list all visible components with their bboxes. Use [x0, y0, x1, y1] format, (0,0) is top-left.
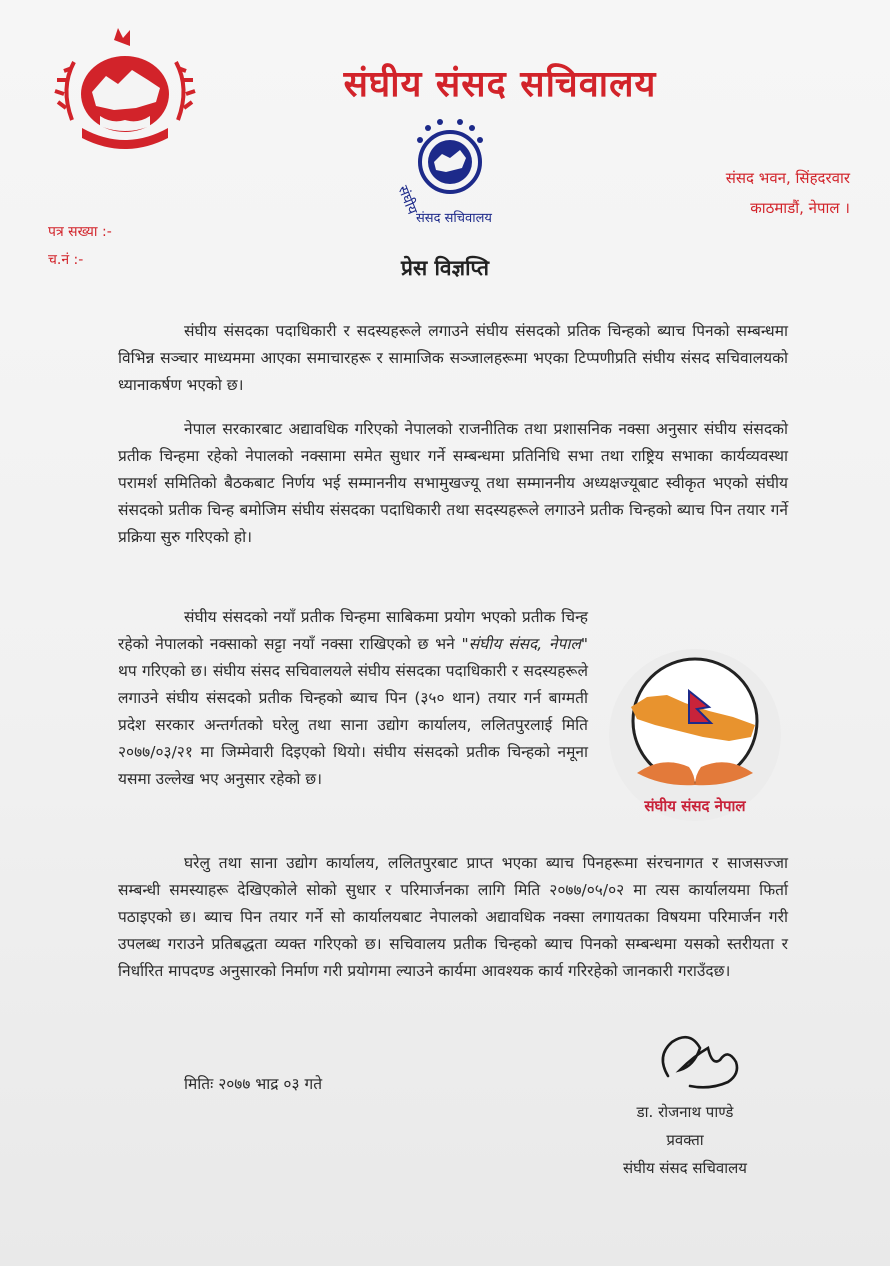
- reference-fields: [48, 218, 112, 274]
- badge-caption: संघीय संसद नेपाल: [644, 797, 746, 815]
- paragraph-3-quote: "संघीय संसद, नेपाल": [461, 635, 588, 653]
- paragraph-4: घरेलु तथा साना उद्योग कार्यालय, ललितपुरबाट प्राप्त भएका ब्याच पिनहरूमा संरचनागत र साजसज्जा सम्बन्धी समस्याहरू देखिएकोले सोको सुधार र परिमार्जनका लागि मिति २०७७/०५/०२ मा त्यस कार्यालयमा फिर्ता पठाइएको छ। ब्याच पिन तयार गर्ने सो कार्यालयबाट नेपालको अद्यावधिक नक्सा लगायतका विषयमा परिमार्जन गरी उपलब्ध गराउने प्रतिबद्धता व्यक्त गरिएको छ। सचिवालय प्रतीक चिन्हको ब्याच पिनको सम्बन्धमा यसको स्तरीयता र निर्धारित मापदण्ड अनुसारको निर्माण गरी प्रयोगमा ल्याउने कार्यमा आवश्यक कार्य गरिरहेको जानकारी गराउँदछ।: [118, 854, 788, 980]
- secretariat-seal-icon: [376, 118, 524, 230]
- dispatch-number-label: च.नं :-: [48, 252, 84, 268]
- seal-text-left: संघीय: [394, 183, 421, 217]
- office-title: संघीय संसद सचिवालय: [343, 64, 657, 105]
- paragraph-2: नेपाल सरकारबाट अद्यावधिक गरिएको नेपालको राजनीतिक तथा प्रशासनिक नक्सा अनुसार संघीय संसदको प्रतीक चिन्हमा रहेको नेपालको नक्सामा समेत सुधार गर्ने सम्बन्धमा प्रतिनिधि सभा तथा राष्ट्रिय सभाका कार्यव्यवस्था परामर्श समितिको बैठकबाट निर्णय भई सम्माननीय सभामुखज्यू तथा सम्माननीय अध्यक्षज्यूबाट स्वीकृत भएको संघीय संसदको प्रतीक चिन्ह बमोजिम संघीय संसदका पदाधिकारी तथा सदस्यहरूले लगाउने प्रतीक चिन्हको ब्याच पिन तयार गर्ने प्रक्रिया सुरु गरिएको हो।: [118, 420, 788, 546]
- seal-text-bottom: संसद सचिवालय: [416, 211, 492, 226]
- address-line-2: काठमाडौं, नेपाल ।: [750, 199, 850, 217]
- paragraph-3-part-1: संघीय संसदको नयाँ प्रतीक चिन्हमा साबिकमा प्रयोग भएको प्रतीक चिन्ह रहेको नेपालको नक्साको सट्टा नयाँ नक्सा राखिएको छ भने: [118, 608, 588, 653]
- paragraph-1: संघीय संसदका पदाधिकारी र सदस्यहरूले लगाउने संघीय संसदको प्रतिक चिन्हको ब्याच पिनको सम्बन्धमा विभिन्न सञ्चार माध्यममा आएका समाचारहरू र सामाजिक सञ्जालहरूमा भएका टिप्पणीप्रति संघीय संसद सचिवालयको ध्यानाकर्षण भएको छ।: [118, 322, 788, 394]
- parliament-badge-icon: [605, 645, 785, 825]
- document-title: प्रेस विज्ञप्ति: [401, 256, 489, 280]
- issue-date: मितिः २०७७ भाद्र ०३ गते: [184, 1075, 323, 1093]
- address-line-1: संसद भवन, सिंहदरवार: [725, 169, 850, 187]
- signatory-office: संघीय संसद सचिवालय: [622, 1159, 748, 1177]
- signatory-name: डा. रोजनाथ पाण्डे: [636, 1103, 734, 1121]
- signatory-designation: प्रवक्ता: [666, 1131, 704, 1149]
- paragraph-3-part-2: थप गरिएको छ। संघीय संसद सचिवालयले संघीय संसदका पदाधिकारी र सदस्यहरूले लगाउने संघीय संसदको प्रतीक चिन्हको ब्याच पिन (३५० थान) तयार गर्न बाग्मती प्रदेश सरकार अन्तर्गतको घरेलु तथा साना उद्योग कार्यालय, ललितपुरलाई मिति २०७७/०३/२१ मा जिम्मेवारी दिइएको थियो। संघीय संसदको प्रतीक चिन्हको नमूना यसमा उल्लेख भए अनुसार रहेको छ।: [118, 662, 588, 788]
- signatory-block: [590, 1098, 780, 1182]
- paragraph-3: [118, 604, 588, 793]
- ref-number-label: पत्र सख्या :-: [48, 224, 112, 240]
- handwritten-signature: [650, 1026, 750, 1096]
- national-emblem-icon: [52, 28, 198, 160]
- office-address: [726, 163, 850, 223]
